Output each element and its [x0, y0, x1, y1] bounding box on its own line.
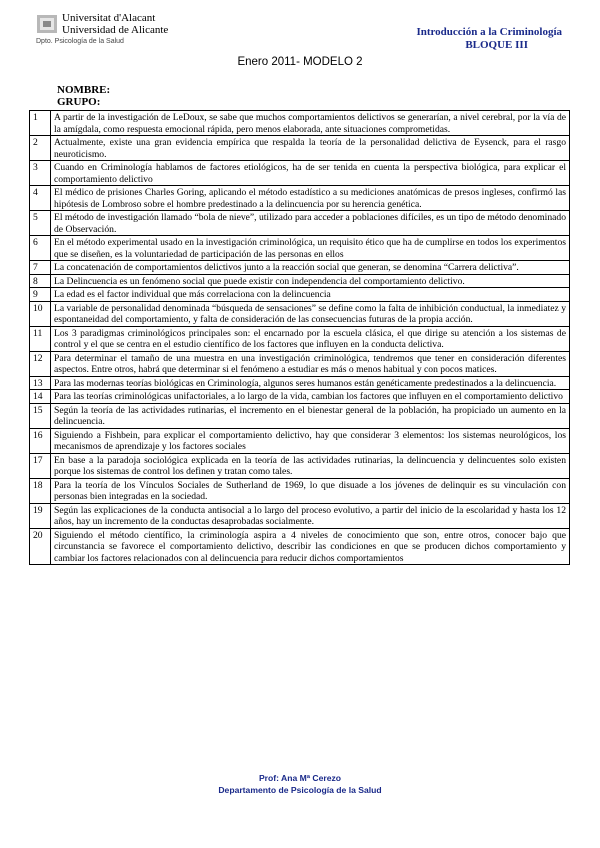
- question-text: La concatenación de comportamientos delictivos junto a la reacción social que generan, se denomina “Carrera delictiva”.: [51, 261, 570, 275]
- question-number: 17: [30, 453, 51, 478]
- university-emblem-icon: [36, 14, 58, 34]
- question-row: [30, 136, 570, 161]
- question-number: 10: [30, 301, 51, 326]
- question-text: Para las modernas teorías biológicas en Criminología, algunos seres humanos están genéticamente predestinados a la delincuencia.: [51, 376, 570, 390]
- question-row: [30, 403, 570, 428]
- question-text: Los 3 paradigmas criminológicos principales son: el encarnado por la escuela clásica, el que dirige su atención a los sistemas de control y el que se centra en el estudio científico de los factores que influyen en la conducta delictiva.: [51, 326, 570, 351]
- question-text: Cuando en Criminología hablamos de factores etiológicos, ha de ser tenida en cuenta la perspectiva biológica, para explicar el comportamiento delictivo: [51, 161, 570, 186]
- question-row: [30, 186, 570, 211]
- question-number: 1: [30, 111, 51, 136]
- question-text: En base a la paradoja sociológica explicada en la teoría de las actividades rutinarias, la delincuencia y delincuentes solo existen porque los sistemas de control los definen y tratan como tales.: [51, 453, 570, 478]
- question-text: Para las teorías criminológicas unifactoriales, a lo largo de la vida, cambian los factores que influyen en el comportamiento delictivo: [51, 390, 570, 404]
- question-text: Actualmente, existe una gran evidencia empírica que respalda la teoría de la personalidad delictiva de Eysenck, para el rasgo neuroticismo.: [51, 136, 570, 161]
- question-text: Según las explicaciones de la conducta antisocial a lo largo del proceso evolutivo, a partir del inicio de la escolaridad y hasta los 12 años, hay un incremento de la conductas desaprobadas socialmente.: [51, 503, 570, 528]
- question-text: La variable de personalidad denominada “búsqueda de sensaciones” se define como la falta de inhibición conductual, la inmediatez y espontaneidad del comportamiento, y falta de consideración de las consecuencias futuras de la propia acción.: [51, 301, 570, 326]
- question-number: 9: [30, 288, 51, 302]
- questions-table: [29, 110, 570, 565]
- university-name-spanish: Universidad de Alicante: [62, 24, 169, 36]
- question-number: 18: [30, 478, 51, 503]
- question-row: [30, 211, 570, 236]
- question-number: 5: [30, 211, 51, 236]
- question-number: 3: [30, 161, 51, 186]
- question-row: [30, 428, 570, 453]
- question-number: 2: [30, 136, 51, 161]
- question-text: Siguiendo a Fishbein, para explicar el comportamiento delictivo, hay que considerar 3 elementos: los sistemas neurológicos, los mecanismos de aprendizaje y los factores sociales: [51, 428, 570, 453]
- professor-name: Prof: Ana Mª Cerezo: [258, 773, 342, 783]
- question-row: [30, 111, 570, 136]
- course-title: Introducción a la Criminología: [416, 26, 562, 38]
- university-name-valencian: Universitat d'Alacant: [62, 12, 156, 24]
- question-number: 14: [30, 390, 51, 404]
- question-number: 16: [30, 428, 51, 453]
- question-row: [30, 301, 570, 326]
- question-row: [30, 161, 570, 186]
- question-number: 13: [30, 376, 51, 390]
- question-row: [30, 503, 570, 528]
- question-number: 20: [30, 528, 51, 565]
- exam-title: Enero 2011- MODELO 2: [237, 56, 363, 68]
- question-row: [30, 478, 570, 503]
- question-text: La Delincuencia es un fenómeno social que puede existir con independencia del comportamiento delictivo.: [51, 274, 570, 288]
- department-name: Departamento de Psicología de la Salud: [218, 785, 382, 795]
- question-row: [30, 376, 570, 390]
- question-row: [30, 351, 570, 376]
- question-number: 8: [30, 274, 51, 288]
- question-text: El método de investigación llamado “bola de nieve”, utilizado para acceder a poblaciones difíciles, es un tipo de método denominado de Observación.: [51, 211, 570, 236]
- question-number: 7: [30, 261, 51, 275]
- university-logo: [36, 12, 176, 52]
- question-text: A partir de la investigación de LeDoux, se sabe que muchos comportamientos delictivos se generarían, a nivel cerebral, por la vía de la amígdala, como respuesta emocional rápida, pero menos elaborada, ante situaciones comprometidas.: [51, 111, 570, 136]
- question-number: 4: [30, 186, 51, 211]
- question-text: Para la teoría de los Vínculos Sociales de Sutherland de 1969, lo que disuade a los jóvenes de delinquir es su vinculación con personas bien integradas en la sociedad.: [51, 478, 570, 503]
- question-row: [30, 528, 570, 565]
- name-label: NOMBRE:: [57, 84, 111, 96]
- question-row: [30, 261, 570, 275]
- question-text: La edad es el factor individual que más correlaciona con la delincuencia: [51, 288, 570, 302]
- department-small-label: Dpto. Psicología de la Salud: [36, 38, 124, 45]
- group-label: GRUPO:: [57, 96, 101, 108]
- question-text: El médico de prisiones Charles Goring, aplicando el método estadístico a su mediciones anatómicas de presos ingleses, confirmó las hipótesis de Lombroso sobre el hombre predestinado a la delincuencia por su herencia genética.: [51, 186, 570, 211]
- question-number: 12: [30, 351, 51, 376]
- question-row: [30, 326, 570, 351]
- question-text: Para determinar el tamaño de una muestra en una investigación criminológica, tendremos que tener en consideración diferentes aspectos. Entre otros, habrá que determinar si el fenómeno a estudiar es más o menos habitual y con pocos matices.: [51, 351, 570, 376]
- question-row: [30, 390, 570, 404]
- question-row: [30, 274, 570, 288]
- question-number: 15: [30, 403, 51, 428]
- question-text: Siguiendo el método científico, la criminología aspira a 4 niveles de conocimiento que son, entre otros, conocer bajo que circunstancia se favorece el comportamiento delictivo, describir las condiciones en que se producen dichos comportamiento y cambiar los factores relacionados con al delincuencia para reducir dichos comportamientos: [51, 528, 570, 565]
- question-row: [30, 236, 570, 261]
- question-row: [30, 453, 570, 478]
- question-text: En el método experimental usado en la investigación criminológica, un requisito ético que ha de cumplirse en todos los experimentos que se diseñen, es la voluntariedad de participación de las personas en ellos: [51, 236, 570, 261]
- question-text: Según la teoría de las actividades rutinarias, el incremento en el bienestar general de la población, ha propiciado un aumento en la delincuencia.: [51, 403, 570, 428]
- question-number: 11: [30, 326, 51, 351]
- question-number: 6: [30, 236, 51, 261]
- block-label: BLOQUE III: [465, 39, 528, 51]
- question-row: [30, 288, 570, 302]
- question-number: 19: [30, 503, 51, 528]
